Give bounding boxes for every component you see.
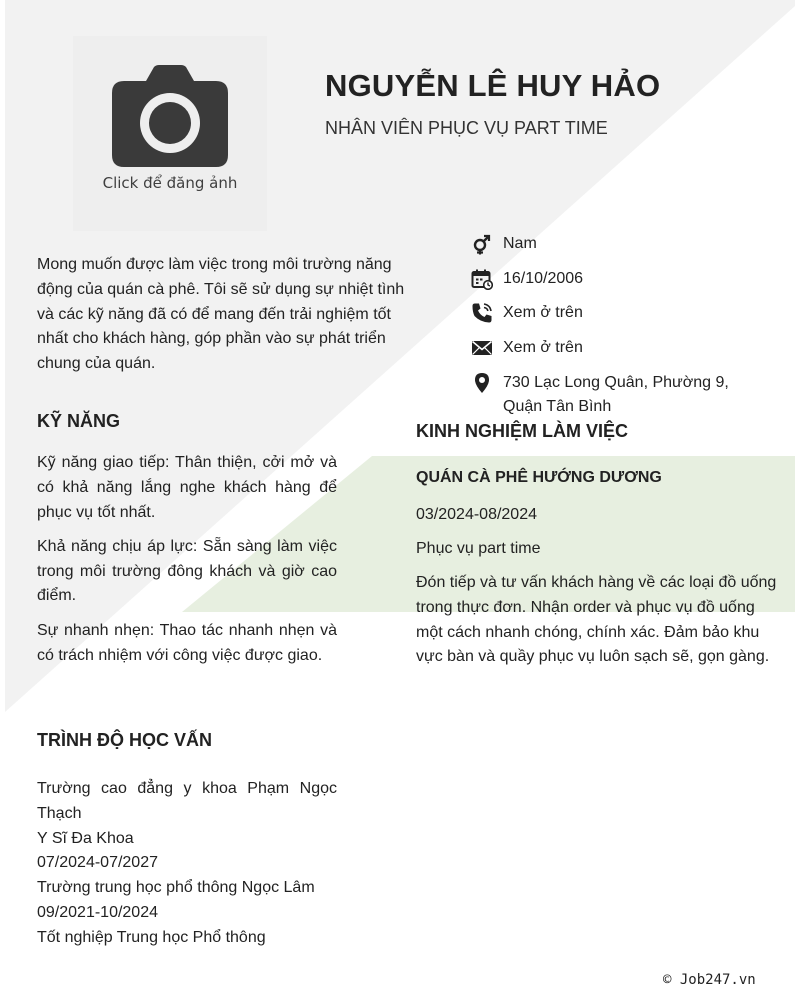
skills-heading: KỸ NĂNG xyxy=(37,411,121,431)
profile-photo-upload[interactable] xyxy=(73,36,267,231)
experience-heading: KINH NGHIỆM LÀM VIỆC xyxy=(416,421,629,441)
education-major: Y Sĩ Đa Khoa xyxy=(37,829,134,847)
experience-company: QUÁN CÀ PHÊ HƯỚNG DƯƠNG xyxy=(416,469,662,486)
skill-item: Kỹ năng giao tiếp: Thân thiện, cởi mở và có khả năng lắng nghe khách hàng để phục vụ tốt nhất. xyxy=(37,454,337,521)
contact-dob xyxy=(471,267,583,291)
job-title: NHÂN VIÊN PHỤC VỤ PART TIME xyxy=(325,118,608,138)
phone-value: Xem ở trên xyxy=(503,304,583,321)
calendar-icon xyxy=(471,268,493,290)
education-degree: Tốt nghiệp Trung học Phổ thông xyxy=(37,928,266,946)
skill-item: Sự nhanh nhẹn: Thao tác nhanh nhẹn và có trách nhiệm với công việc được giao. xyxy=(37,621,337,664)
gender-icon xyxy=(471,233,493,255)
contact-gender xyxy=(471,232,537,256)
experience-position: Phục vụ part time xyxy=(416,540,541,557)
experience-description: Đón tiếp và tư vấn khách hàng về các loại đồ uống trong thực đơn. Nhận order và phục vụ đồ uống một cách nhanh chóng, chính xác. Đảm bảo khu vực bàn và quầy phục vụ luôn sạch sẽ, gọn gàng. xyxy=(416,574,777,666)
candidate-name: NGUYỄN LÊ HUY HẢO xyxy=(325,68,661,103)
email-value: Xem ở trên xyxy=(503,339,583,356)
education-list xyxy=(37,777,337,951)
camera-icon xyxy=(112,65,228,169)
education-school: Trường cao đẳng y khoa Phạm Ngọc Thạch xyxy=(37,780,337,822)
education-heading: TRÌNH ĐỘ HỌC VẤN xyxy=(37,730,212,750)
phone-icon xyxy=(471,302,493,324)
location-pin-icon xyxy=(471,372,493,394)
career-objective: Mong muốn được làm việc trong môi trường năng động của quán cà phê. Tôi sẽ sử dụng sự nhiệt tình và các kỹ năng đã có để mang đến trải nghiệm tốt nhất cho khách hàng, góp phần vào sự phát triển chung của quán. xyxy=(37,256,405,373)
address-value: 730 Lạc Long Quân, Phường 9, Quận Tân Bình xyxy=(503,374,729,415)
experience-period: 03/2024-08/2024 xyxy=(416,506,537,523)
dob-value: 16/10/2006 xyxy=(503,270,584,287)
education-period: 09/2021-10/2024 xyxy=(37,903,158,921)
envelope-icon xyxy=(471,337,493,359)
contact-email xyxy=(471,336,583,360)
skills-list xyxy=(37,451,337,678)
gender-value: Nam xyxy=(503,235,537,252)
photo-upload-label: Click để đăng ảnh xyxy=(102,174,238,192)
education-school: Trường trung học phổ thông Ngọc Lâm xyxy=(37,879,315,897)
contact-address xyxy=(471,371,771,419)
footer-copyright: © Job247.vn xyxy=(663,972,756,988)
experience-entry xyxy=(416,466,780,670)
skill-item: Khả năng chịu áp lực: Sẵn sàng làm việc trong môi trường đông khách và giờ cao điểm. xyxy=(37,537,337,605)
contact-phone xyxy=(471,301,583,325)
education-period: 07/2024-07/2027 xyxy=(37,854,158,872)
